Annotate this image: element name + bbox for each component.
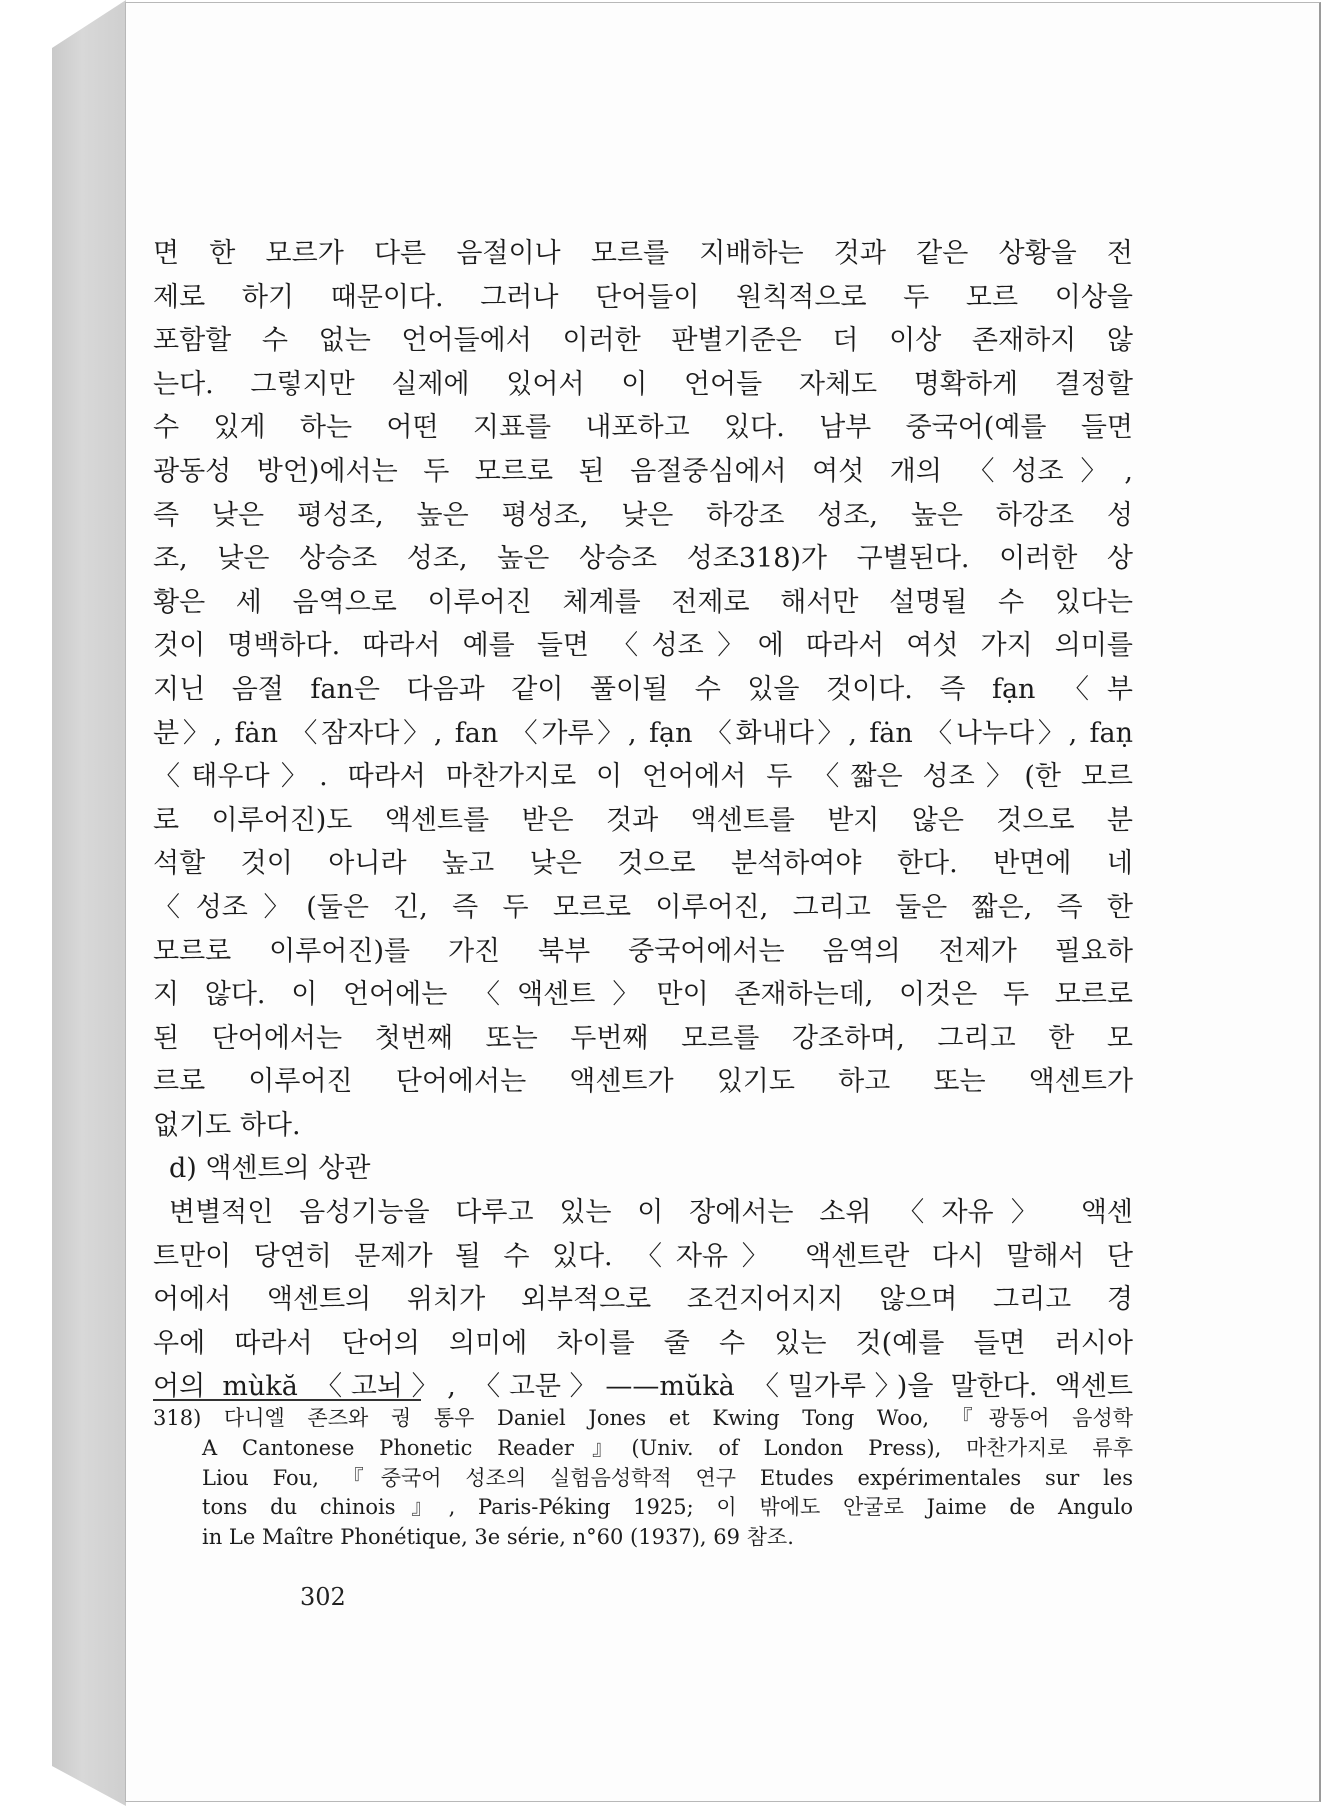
footnote-line: 318) 다니엘 존즈와 궝 통우 Daniel Jones et Kwing Tong Woo, 『광동어 음성학 — [153, 1406, 1133, 1430]
section-heading: d) 액센트의 상관 — [169, 1153, 371, 1185]
text-line: 된 단어에서는 첫번째 또는 두번째 모르를 강조하며, 그리고 한 모 — [153, 1022, 1133, 1054]
text-line: 지닌 음절 fan은 다음과 같이 풀이될 수 있을 것이다. 즉 fạn 〈부 — [153, 673, 1133, 705]
footnote-line: in Le Maître Phonétique, 3e série, n°60 (1937), 69 참조. — [202, 1525, 794, 1550]
text-line: 우에 따라서 단어의 의미에 차이를 줄 수 있는 것(예를 들면 러시아 — [153, 1327, 1133, 1359]
text-line: 면 한 모르가 다른 음절이나 모르를 지배하는 것과 같은 상황을 전 — [153, 238, 1133, 269]
footnote-line: Liou Fou, 『중국어 성조의 실험음성학적 연구 Etudes expérimentales sur les — [202, 1465, 1133, 1490]
text-line: 즉 낮은 평성조, 높은 평성조, 낮은 하강조 성조, 높은 하강조 성 — [153, 499, 1133, 531]
text-line: 분〉, fȧn 〈잠자다〉, fan 〈가루〉, fạn 〈화내다〉, fȧn 〈나누다〉, faṇ — [153, 717, 1133, 749]
text-line: 수 있게 하는 어떤 지표를 내포하고 있다. 남부 중국어(예를 들면 — [153, 412, 1133, 444]
text-line: 석할 것이 아니라 높고 낮은 것으로 분석하여야 한다. 반면에 네 — [153, 848, 1133, 880]
text-line: 것이 명백하다. 따라서 예를 들면 〈성조〉에 따라서 여섯 가지 의미를 — [153, 630, 1133, 662]
text-line: 없기도 하다. — [153, 1109, 301, 1141]
footnote-rule — [153, 1399, 421, 1401]
text-line: 어에서 액센트의 위치가 외부적으로 조건지어지지 않으며 그리고 경 — [153, 1284, 1133, 1316]
text-line: 황은 세 음역으로 이루어진 체계를 전제로 해서만 설명될 수 있다는 — [153, 586, 1133, 618]
page-number: 302 — [300, 1583, 346, 1611]
text-line: 르로 이루어진 단어에서는 액센트가 있기도 하고 또는 액센트가 — [153, 1066, 1133, 1098]
body-text — [153, 232, 1133, 1409]
text-line: 변별적인 음성기능을 다루고 있는 이 장에서는 소위 〈자유〉 액센 — [169, 1197, 1133, 1229]
footnote-line: tons du chinois』, Paris-Péking 1925; 이 밖에도 안굴로 Jaime de Angulo — [202, 1495, 1133, 1520]
text-line: 광동성 방언)에서는 두 모르로 된 음절중심에서 여섯 개의 〈성조〉, — [153, 455, 1133, 487]
text-line: 로 이루어진)도 액센트를 받은 것과 액센트를 받지 않은 것으로 분 — [153, 804, 1133, 836]
text-line: 는다. 그렇지만 실제에 있어서 이 언어들 자체도 명확하게 결정할 — [153, 368, 1133, 400]
footnote-line: A Cantonese Phonetic Reader』(Univ. of London Press), 마찬가지로 류후 — [202, 1435, 1133, 1460]
footnote — [153, 1404, 1133, 1553]
text-line: 모르로 이루어진)를 가진 북부 중국어에서는 음역의 전제가 필요하 — [153, 935, 1133, 967]
text-line: 조, 낮은 상승조 성조, 높은 상승조 성조318)가 구별된다. 이러한 상 — [153, 543, 1133, 575]
text-line: 포함할 수 없는 언어들에서 이러한 판별기준은 더 이상 존재하지 않 — [153, 325, 1133, 357]
text-line: 지 않다. 이 언어에는 〈액센트〉만이 존재하는데, 이것은 두 모르로 — [153, 979, 1133, 1011]
text-line: 트만이 당연히 문제가 될 수 있다. 〈자유〉 액센트란 다시 말해서 단 — [153, 1240, 1133, 1272]
text-line: 어의 mùkă 〈고뇌〉, 〈고문〉——mŭkà 〈밀가루〉)을 말한다. 액센트 — [153, 1371, 1133, 1403]
text-line: 〈태우다〉. 따라서 마찬가지로 이 언어에서 두 〈짧은 성조〉(한 모르 — [153, 761, 1133, 793]
book-spine — [52, 0, 126, 1806]
text-line: 제로 하기 때문이다. 그러나 단어들이 원칙적으로 두 모르 이상을 — [153, 281, 1133, 313]
text-line: 〈성조〉(둘은 긴, 즉 두 모르로 이루어진, 그리고 둘은 짧은, 즉 한 — [153, 891, 1133, 923]
